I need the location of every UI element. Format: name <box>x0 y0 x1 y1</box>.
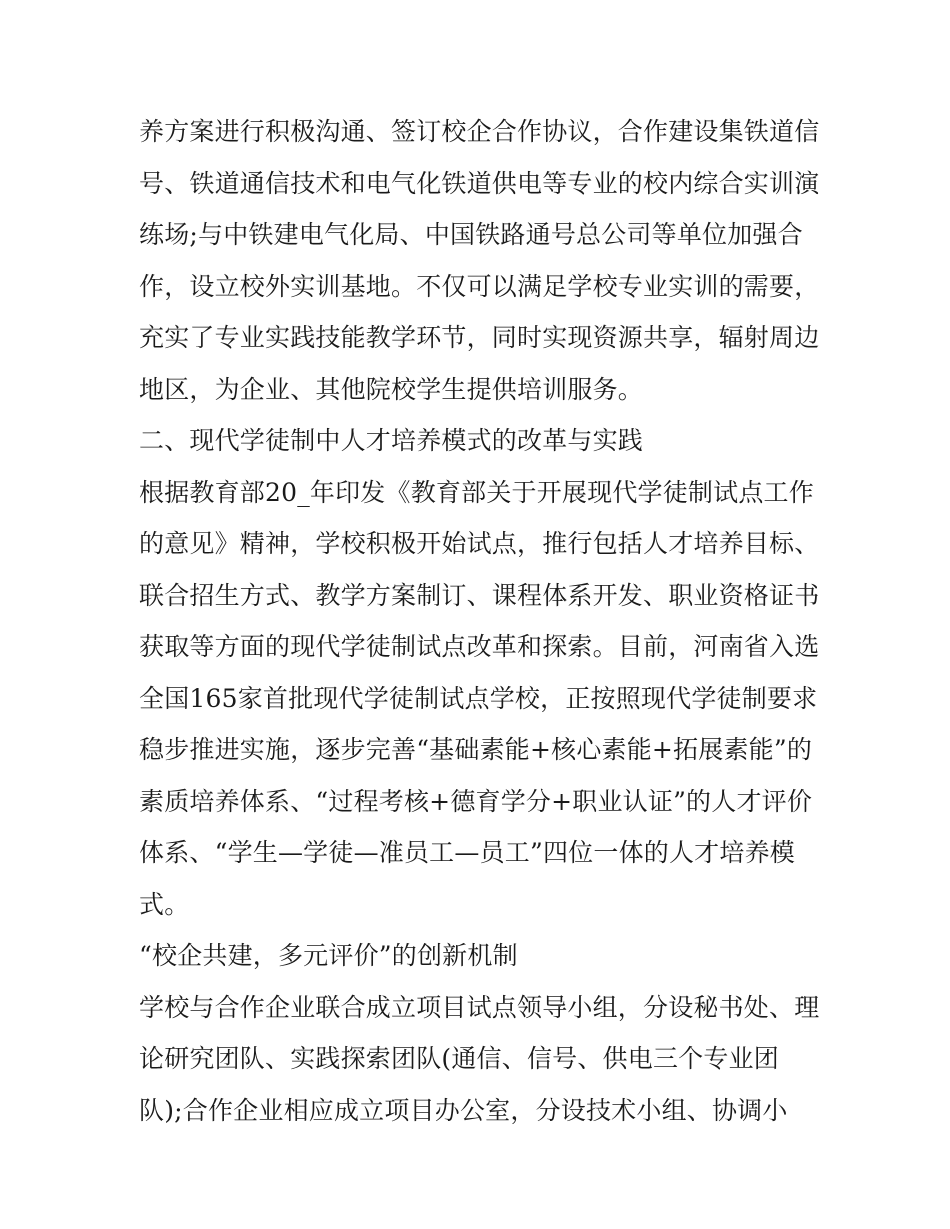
text-line-5: 充实了专业实践技能教学环节，同时实现资源共享，辐射周边 <box>139 323 820 352</box>
text-line-3: 练场;与中铁建电气化局、中国铁路通号总公司等单位加强合 <box>139 220 803 249</box>
text-line-4: 作，设立校外实训基地。不仅可以满足学校专业实训的需要， <box>139 271 820 301</box>
section-heading: 二、现代学徒制中人才培养模式的改革与实践 <box>139 426 644 455</box>
text-line-1: 养方案进行积极沟通、签订校企合作协议，合作建设集铁道信 <box>139 117 820 146</box>
text-line-6: 地区，为企业、其他院校学生提供培训服务。 <box>139 374 644 404</box>
subsection-heading: “校企共建，多元评价”的创新机制 <box>139 941 518 970</box>
text-line-14: 素质培养体系、“过程考核+德育学分+职业认证”的人才评价 <box>139 786 813 816</box>
text-line-11: 获取等方面的现代学徒制试点改革和探索。目前，河南省入选 <box>139 632 820 661</box>
text-line-13: 稳步推进实施，逐步完善“基础素能+核心素能+拓展素能”的 <box>139 735 813 764</box>
text-line-2: 号、铁道通信技术和电气化铁道供电等专业的校内综合实训演 <box>139 168 820 198</box>
text-line-18: 学校与合作企业联合成立项目试点领导小组，分设秘书处、理 <box>139 992 820 1022</box>
text-line-12: 全国165家首批现代学徒制试点学校，正按照现代学徒制要求 <box>139 683 818 713</box>
text-line-16: 式。 <box>139 889 190 919</box>
text-line-10: 联合招生方式、教学方案制订、课程体系开发、职业资格证书 <box>139 580 820 610</box>
text-line-15: 体系、“学生—学徒—准员工—员工”四位一体的人才培养模 <box>139 838 795 867</box>
document-body <box>139 106 819 1136</box>
text-line-9: 的意见》精神，学校积极开始试点，推行包括人才培养目标、 <box>139 529 820 558</box>
text-line-8: 根据教育部20_年印发《教育部关于开展现代学徒制试点工作 <box>139 477 814 507</box>
text-line-19: 论研究团队、实践探索团队(通信、信号、供电三个专业团 <box>139 1044 779 1073</box>
text-line-20: 队);合作企业相应成立项目办公室，分设技术小组、协调小 <box>139 1095 788 1125</box>
